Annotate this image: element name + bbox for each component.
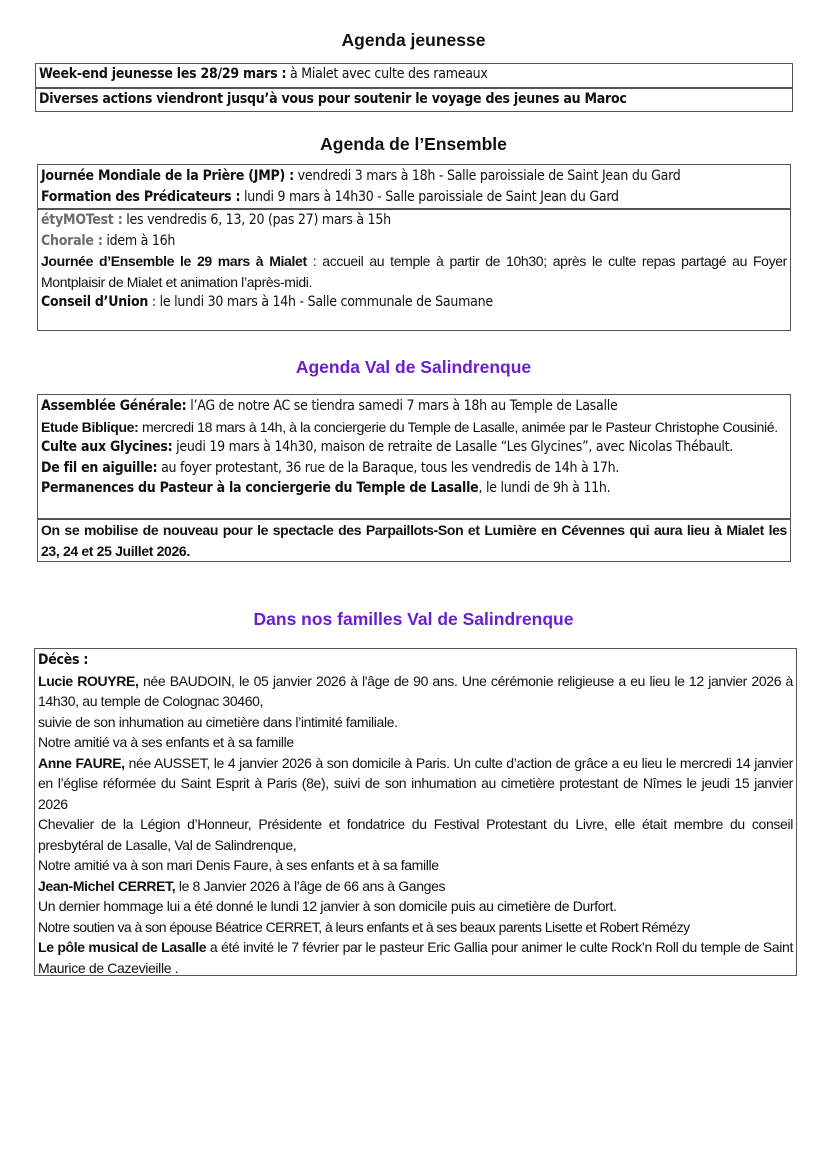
item-text: mercredi 18 mars à 14h, à la conciergerie du Temple de Lasalle, animée par le Pasteur Christophe Cousinié. [138, 418, 778, 435]
entry-name: Jean-Michel CERRET, [38, 877, 176, 894]
family-entry [38, 814, 793, 855]
item-text: idem à 16h [102, 232, 176, 249]
agenda-jeunesse-box [35, 63, 793, 112]
deces-heading: Décès : [38, 652, 89, 668]
family-entry [38, 896, 793, 917]
agenda-item [41, 231, 787, 252]
item-label: Week-end jeunesse les 28/29 mars : [39, 66, 287, 82]
agenda-item [41, 478, 787, 499]
item-label: Etude Biblique: [41, 418, 139, 435]
family-entry [38, 732, 793, 753]
agenda-item [41, 520, 787, 561]
item-label: Diverses actions viendront jusqu’à vous pour soutenir le voyage des jeunes au Maroc [39, 91, 627, 107]
agenda-val-group-2 [38, 518, 790, 560]
agenda-item [41, 396, 787, 417]
item-label: Permanences du Pasteur à la conciergerie du Temple de Lasalle [41, 480, 479, 496]
entry-name: Anne FAURE, [38, 754, 125, 771]
entry-text: a été invité le 7 février par le pasteur Eric Gallia pour animer le culte Rock’n Roll du temple de Saint Maurice de Cazevieille . [38, 939, 793, 976]
entry-name: Le pôle musical de Lasalle [38, 939, 207, 955]
agenda-item [41, 417, 787, 438]
item-label: Journée Mondiale de la Prière (JMP) : [41, 168, 294, 184]
section-title-agenda-ensemble: Agenda de l’Ensemble [320, 134, 507, 154]
agenda-item [41, 166, 787, 187]
section-title-familles: Dans nos familles Val de Salindrenque [253, 609, 574, 629]
agenda-ensemble-box [37, 164, 791, 331]
family-entry [38, 876, 793, 897]
item-label: Formation des Prédicateurs : [41, 188, 241, 205]
item-text: : le lundi 30 mars à 14h - Salle communale de Saumane [148, 294, 493, 310]
agenda-ensemble-group-2 [38, 208, 790, 329]
agenda-jeunesse-row [36, 87, 792, 110]
agenda-item [39, 64, 789, 85]
agenda-val-group-1 [38, 395, 790, 518]
item-text: au foyer protestant, 36 rue de la Baraque, tous les vendredis de 14h à 17h. [157, 459, 620, 476]
item-label: Assemblée Générale: [41, 398, 187, 414]
item-label: On se mobilise de nouveau pour le spectacle des Parpaillots-Son et Lumière en Cévennes qui aura lieu à Mialet les 23, 24 et 25 Juillet 2026. [41, 522, 787, 559]
item-label: Chorale : [41, 232, 103, 249]
family-entry [38, 753, 793, 815]
item-label: Journée d’Ensemble le 29 mars à Mialet [41, 253, 307, 269]
agenda-item [41, 458, 787, 479]
entry-name: Lucie ROUYRE, [38, 672, 139, 689]
entry-text: suivie de son inhumation au cimetière dans l’intimité familiale. [38, 713, 398, 730]
entry-text: née AUSSET, le 4 janvier 2026 à son domicile à Paris. Un culte d’action de grâce a eu lieu le mercredi 14 janvier en l’église réformée du Saint Esprit à Paris (8e), suivi de son inhumation au cimetière protestant de Nîmes le jeudi 15 janvier 2026 [38, 754, 793, 812]
item-text: l’AG de notre AC se tiendra samedi 7 mars à 18h au Temple de Lasalle [186, 398, 618, 414]
agenda-item [41, 251, 787, 292]
agenda-item [41, 187, 787, 208]
entry-text: née BAUDOIN, le 05 janvier 2026 à l'âge de 90 ans. Une cérémonie religieuse a eu lieu le 12 janvier 2026 à 14h30, au temple de Colognac 30460, [38, 672, 793, 709]
section-title-agenda-val: Agenda Val de Salindrenque [295, 357, 532, 377]
agenda-item [41, 210, 787, 231]
family-entry [38, 855, 793, 876]
item-text: , le lundi de 9h à 11h. [478, 480, 611, 496]
agenda-item [41, 437, 787, 458]
item-text: vendredi 3 mars à 18h - Salle paroissiale de Saint Jean du Gard [293, 168, 681, 184]
item-label: De fil en aiguille: [41, 459, 158, 476]
family-entry [38, 917, 793, 938]
family-entry [38, 937, 793, 978]
entry-text: Un dernier hommage lui a été donné le lundi 12 janvier à son domicile puis au cimetière de Durfort. [38, 898, 617, 914]
entry-text: Notre amitié va à ses enfants et à sa famille [38, 734, 294, 750]
agenda-item [39, 89, 789, 110]
item-label: étyMOTest : [41, 212, 123, 228]
entry-text: le 8 Janvier 2026 à l’âge de 66 ans à Ganges [175, 877, 446, 894]
item-text: lundi 9 mars à 14h30 - Salle paroissiale de Saint Jean du Gard [240, 188, 619, 205]
familles-content [35, 649, 796, 978]
entry-text: Notre amitié va à son mari Denis Faure, à ses enfants et à sa famille [38, 857, 439, 873]
agenda-ensemble-group-1 [38, 165, 790, 208]
item-text: jeudi 19 mars à 14h30, maison de retraite de Lasalle “Les Glycines”, avec Nicolas Thébault. [172, 439, 734, 455]
agenda-item [41, 292, 787, 313]
section-title-agenda-jeunesse: Agenda jeunesse [341, 30, 486, 50]
agenda-jeunesse-row [36, 64, 792, 87]
entry-text: Chevalier de la Légion d’Honneur, Présidente et fondatrice du Festival Protestant du Livre, elle était membre du conseil presbytéral de Lasalle, Val de Salindrenque, [38, 816, 793, 853]
family-entry [38, 671, 793, 712]
item-text: à Mialet avec culte des rameaux [286, 66, 488, 82]
family-entry [38, 712, 793, 733]
item-label: Culte aux Glycines: [41, 439, 173, 455]
item-text: les vendredis 6, 13, 20 (pas 27) mars à 15h [122, 212, 391, 228]
familles-box [34, 648, 797, 976]
agenda-val-box [37, 394, 791, 562]
entry-text: Notre soutien va à son épouse Béatrice CERRET, à leurs enfants et à ses beaux parents Lisette et Robert Rémézy [38, 918, 690, 935]
item-label: Conseil d’Union [41, 294, 149, 310]
item-text: : accueil au temple à partir de 10h30; après le culte repas partagé au Foyer Montplaisir de Mialet et animation l’après-midi. [41, 253, 787, 290]
